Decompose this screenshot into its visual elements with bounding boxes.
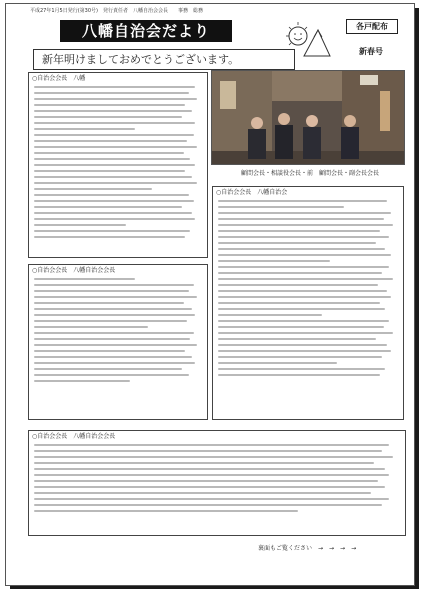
article-4: [28, 430, 406, 536]
article-heading: ○自治会会長 八幡自治会: [216, 189, 288, 196]
article-body: [29, 442, 405, 512]
article-heading: ○自治会会長 八幡: [32, 75, 86, 82]
article-body: [213, 198, 403, 376]
distribution-badge: 各戸配布: [346, 19, 398, 34]
article-1: [28, 72, 208, 258]
new-year-greeting: 新年明けましておめでとうございます。: [33, 49, 295, 70]
article-heading: ○自治会会長 八幡自治会会長: [32, 433, 116, 440]
newsletter-title: 八幡自治会だより: [60, 20, 232, 42]
issue-label: 新春号: [359, 47, 383, 56]
photo-caption: 顧問会長・相談役会長・前 顧問会長・副会長会長: [240, 170, 379, 177]
publication-line: 平成27年1月5日発行(第30号) 発行責任者 八幡自治会会長 事務 総務: [30, 8, 203, 14]
see-reverse-note: 裏面もご覧ください → → → →: [258, 545, 357, 552]
article-heading: ○自治会会長 八幡自治会会長: [32, 267, 116, 274]
article-body: [29, 84, 207, 238]
officers-photo: [211, 70, 405, 165]
article-2: [212, 186, 404, 420]
article-3: [28, 264, 208, 420]
article-body: [29, 276, 207, 382]
